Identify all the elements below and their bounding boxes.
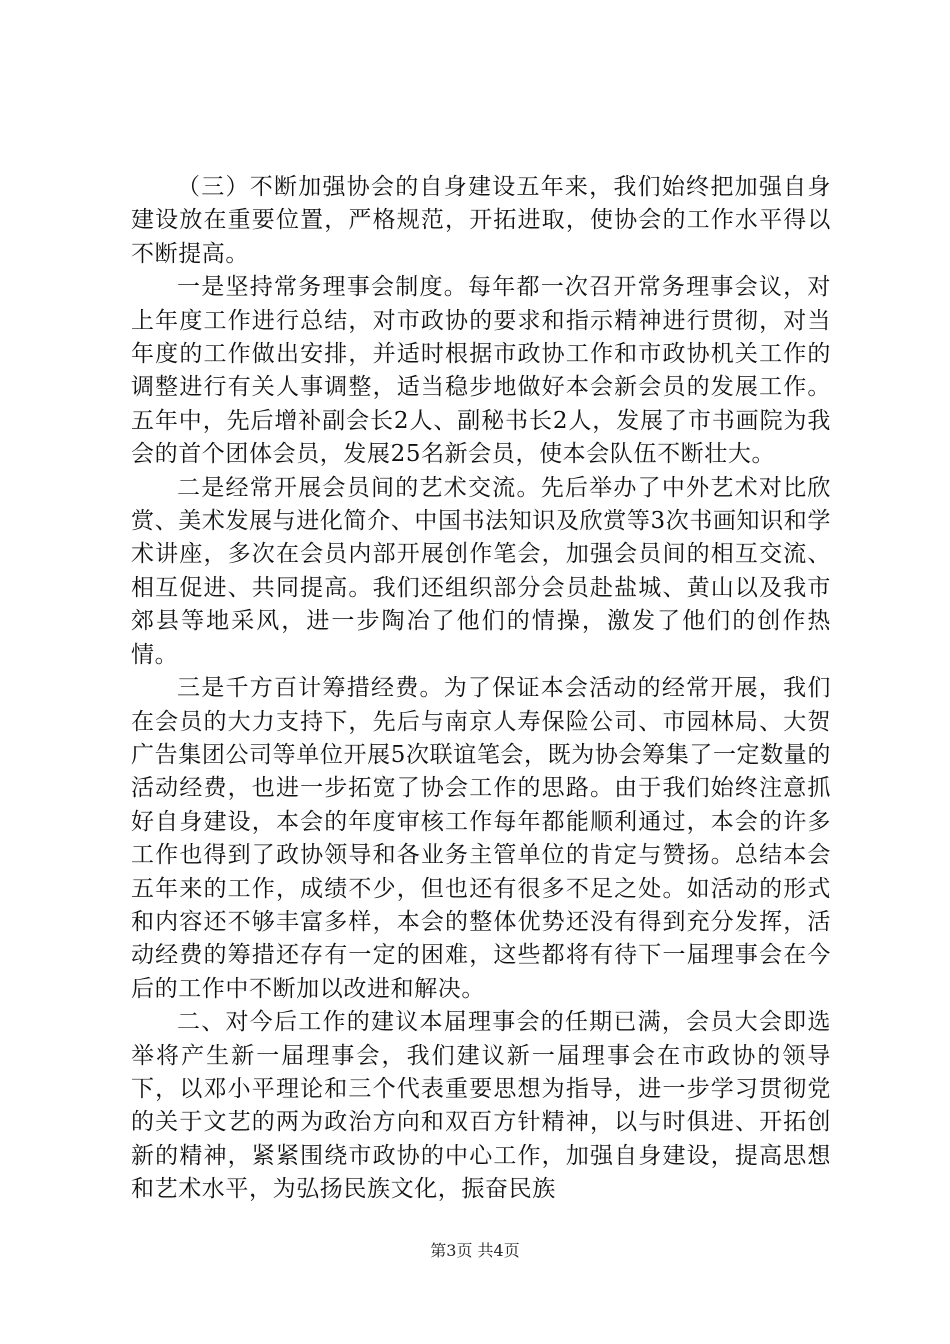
paragraph-self-building: （三）不断加强协会的自身建设五年来，我们始终把加强自身建设放在重要位置，严格规范，开拓进取，使协会的工作水平得以不断提高。 xyxy=(131,174,831,267)
paragraph-art-exchange: 二是经常开展会员间的艺术交流。先后举办了中外艺术对比欣赏、美术发展与进化简介、中国书法知识及欣赏等3次书画知识和学术讲座，多次在会员内部开展创作笔会，加强会员间的相互交流、相互促进、共同提高。我们还组织部分会员赴盐城、黄山以及我市郊县等地采风，进一步陶冶了他们的情操，激发了他们的创作热情。 xyxy=(131,474,831,668)
paragraph-council-system: 一是坚持常务理事会制度。每年都一次召开常务理事会议，对上年度工作进行总结，对市政协的要求和指示精神进行贯彻，对当年度的工作做出安排，并适时根据市政协工作和市政协机关工作的调整进行有关人事调整，适当稳步地做好本会新会员的发展工作。五年中，先后增补副会长2人、副秘书长2人，发展了市书画院为我会的首个团体会员，发展25名新会员，使本会队伍不断壮大。 xyxy=(131,274,831,468)
page-footer: 第3页 共4页 xyxy=(430,1241,520,1260)
paragraph-funding: 三是千方百计筹措经费。为了保证本会活动的经常开展，我们在会员的大力支持下，先后与南京人寿保险公司、市园林局、大贺广告集团公司等单位开展5次联谊笔会，既为协会筹集了一定数量的活动经费，也进一步拓宽了协会工作的思路。由于我们始终注意抓好自身建设，本会的年度审核工作每年都能顺利通过，本会的许多工作也得到了政协领导和各业务主管单位的肯定与赞扬。总结本会五年来的工作，成绩不少，但也还有很多不足之处。如活动的形式和内容还不够丰富多样，本会的整体优势还没有得到充分发挥，活动经费的筹措还存有一定的困难，这些都将有待下一届理事会在今后的工作中不断加以改进和解决。 xyxy=(131,675,831,1002)
paragraph-suggestions: 二、对今后工作的建议本届理事会的任期已满，会员大会即选举将产生新一届理事会，我们建议新一届理事会在市政协的领导下，以邓小平理论和三个代表重要思想为指导，进一步学习贯彻党的关于文艺的两为政治方向和双百方针精神，以与时俱进、开拓创新的精神，紧紧围绕市政协的中心工作，加强自身建设，提高思想和艺术水平，为弘扬民族文化，振奋民族 xyxy=(131,1009,831,1203)
document-body xyxy=(131,171,831,1207)
